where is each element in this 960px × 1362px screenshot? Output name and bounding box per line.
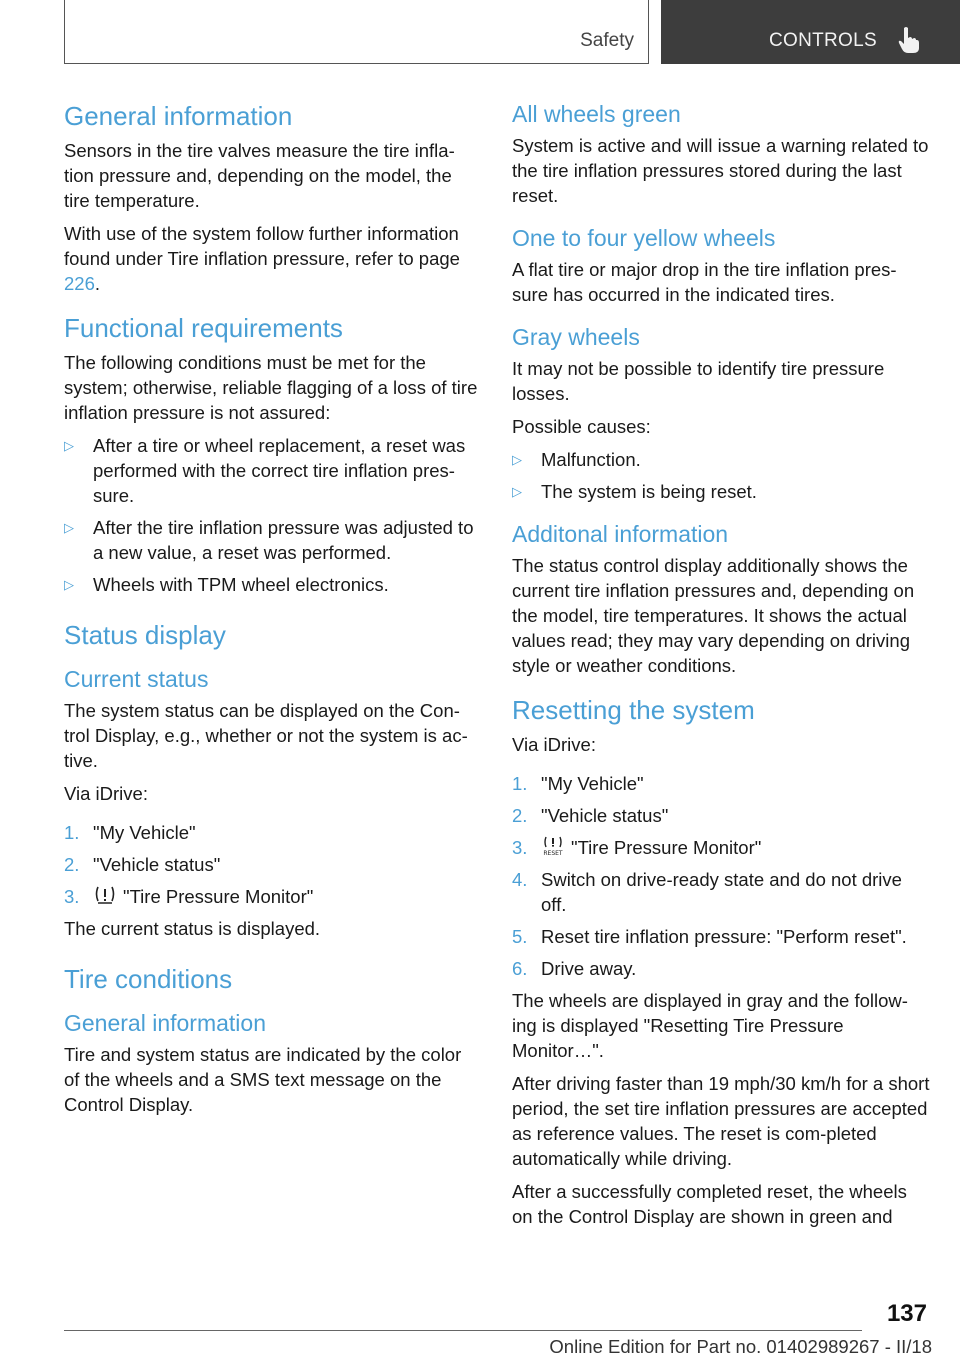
heading-additional-information: Additonal information (512, 521, 729, 547)
tire-pressure-icon (93, 884, 117, 906)
left-column (64, 100, 480, 1125)
list-item: 2. "Vehicle status" (64, 854, 221, 875)
paragraph: The status control display additionally shows the current tire inflation pressures and, depending on the model, tire temperatures. It shows the actual values read; they may vary depending on driving style or weather conditions. (512, 555, 915, 676)
paragraph: Via iDrive: (64, 783, 148, 804)
paragraph: It may not be possible to identify tire pressure losses. (512, 358, 885, 404)
heading-general-information-2: General information (64, 1010, 266, 1036)
paragraph: The system status can be displayed on the Con-trol Display, e.g., whether or not the system is ac-tive. (64, 700, 468, 771)
section-title: Safety (580, 30, 634, 51)
paragraph: Tire and system status are indicated by the color of the wheels and a SMS text message on the Control Display. (64, 1044, 462, 1115)
list-item: ▷ Wheels with TPM wheel electronics. (64, 574, 389, 595)
paragraph: The following conditions must be met for the system; otherwise, reliable flagging of a loss of tire inflation pressure is not assured: (64, 352, 478, 423)
chapter-title: CONTROLS (769, 30, 877, 51)
paragraph: Possible causes: (512, 416, 651, 437)
list-item: 6. Drive away. (512, 958, 637, 979)
paragraph: After driving faster than 19 mph/30 km/h for a short period, the set tire inflation pressures are accepted as reference values. The reset is com-pleted automatically while driving. (512, 1073, 930, 1169)
page-number: 137 (886, 1300, 927, 1327)
list-item: 3. "Tire Pressure Monitor" (64, 886, 314, 907)
heading-status-display: Status display (64, 620, 226, 650)
header-chapter-box (661, 0, 960, 64)
list-item: 1. "My Vehicle" (512, 773, 644, 794)
triangle-bullet-icon: ▷ (512, 484, 522, 499)
page-link[interactable]: 226 (64, 273, 95, 294)
list-item: ▷ The system is being reset. (512, 481, 757, 502)
triangle-bullet-icon: ▷ (64, 520, 74, 535)
paragraph: Sensors in the tire valves measure the tire infla-tion pressure and, depending on the model, the tire temperature. (64, 140, 455, 211)
tire-pressure-reset-icon (541, 835, 565, 857)
header-section-box (64, 0, 649, 64)
heading-general-information: General information (64, 101, 293, 131)
list-item: 4. Switch on drive-ready state and do not drive off. (512, 869, 902, 915)
paragraph: Via iDrive: (512, 734, 596, 755)
paragraph: System is active and will issue a warning related to the tire inflation pressures stored during the last reset. (512, 135, 929, 206)
heading-tire-conditions: Tire conditions (64, 964, 233, 994)
heading-gray-wheels: Gray wheels (512, 324, 640, 350)
list-item: 3. RESET "Tire Pressure Monitor" (512, 837, 762, 858)
pointing-hand-icon (897, 26, 921, 54)
heading-yellow-wheels: One to four yellow wheels (512, 225, 776, 251)
paragraph: A flat tire or major drop in the tire inflation pres-sure has occurred in the indicated tires. (512, 259, 897, 305)
list-item: 5. Reset tire inflation pressure: "Perform reset". (512, 926, 907, 947)
triangle-bullet-icon: ▷ (64, 577, 74, 592)
footer-divider (64, 1330, 862, 1331)
paragraph: With use of the system follow further information found under Tire inflation pressure, refer to page 226. (64, 223, 460, 294)
heading-current-status: Current status (64, 666, 209, 692)
triangle-bullet-icon: ▷ (512, 452, 522, 467)
heading-functional-requirements: Functional requirements (64, 313, 343, 343)
list-item: 2. "Vehicle status" (512, 805, 669, 826)
paragraph: The wheels are displayed in gray and the follow-ing is displayed "Resetting Tire Pressure Monitor…". (512, 990, 908, 1061)
triangle-bullet-icon: ▷ (64, 438, 74, 453)
heading-resetting-the-system: Resetting the system (512, 695, 755, 725)
svg-text:RESET: RESET (543, 850, 563, 857)
list-item: ▷ After a tire or wheel replacement, a reset was performed with the correct tire inflation pres-sure. (64, 435, 466, 506)
paragraph: After a successfully completed reset, the wheels on the Control Display are shown in green and (512, 1181, 907, 1227)
footer-edition: Online Edition for Part no. 01402989267 - II/18 (549, 1336, 932, 1357)
heading-all-wheels-green: All wheels green (512, 101, 681, 127)
list-item: 1. "My Vehicle" (64, 822, 196, 843)
right-column (512, 100, 930, 1237)
list-item: ▷ After the tire inflation pressure was adjusted to a new value, a reset was performed. (64, 517, 474, 563)
paragraph: The current status is displayed. (64, 918, 321, 939)
list-item: ▷ Malfunction. (512, 449, 641, 470)
